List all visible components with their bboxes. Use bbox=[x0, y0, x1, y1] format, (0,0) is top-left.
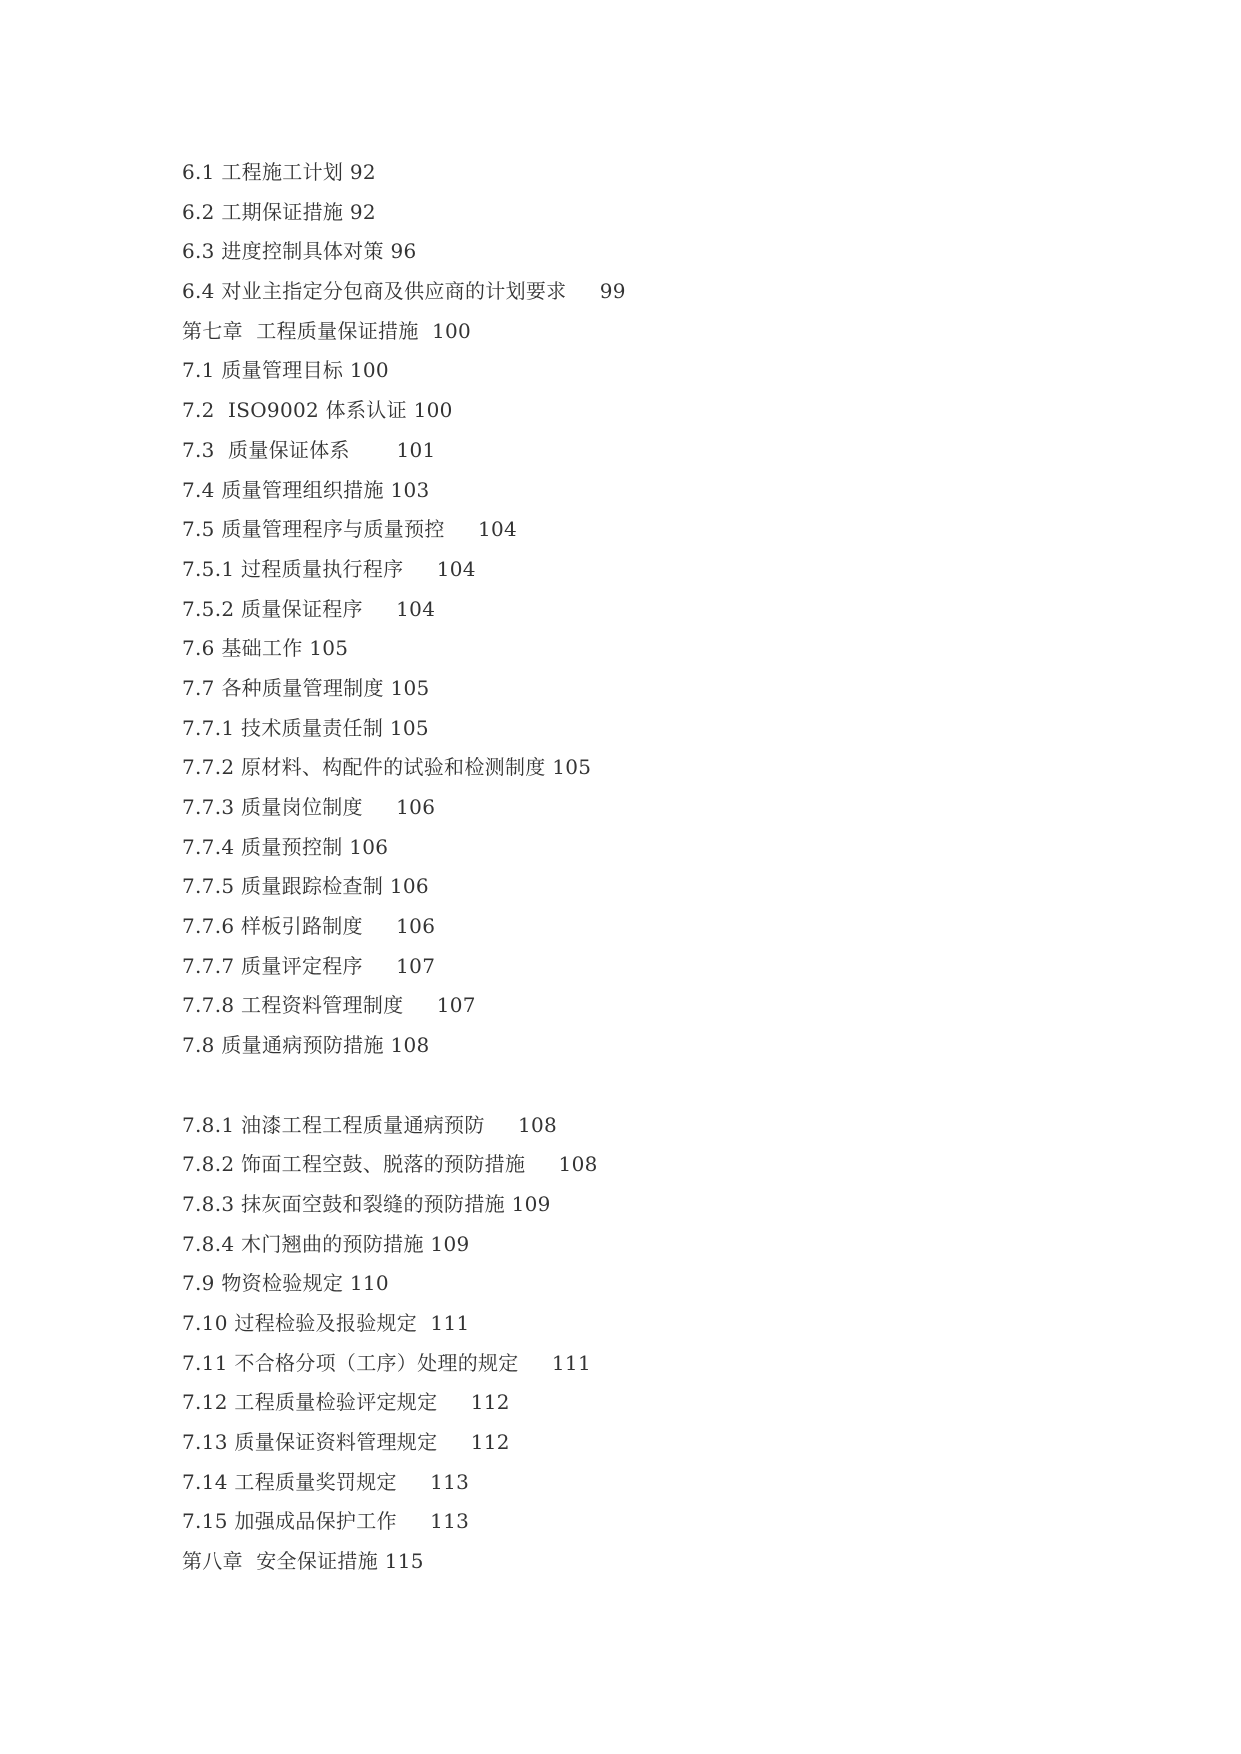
toc-entry-title: 7.13 质量保证资料管理规定 bbox=[182, 1430, 438, 1454]
toc-entry-page-number: 113 bbox=[430, 1469, 470, 1494]
toc-entry bbox=[182, 392, 1082, 432]
toc-entry-title: 6.4 对业主指定分包商及供应商的计划要求 bbox=[182, 279, 567, 304]
toc-entry-spacer bbox=[343, 160, 350, 184]
toc-entry-page-number: 108 bbox=[558, 1152, 598, 1177]
toc-entry-spacer bbox=[407, 398, 414, 422]
toc-entry bbox=[182, 1503, 1082, 1543]
toc-entry-page-number: 100 bbox=[413, 398, 453, 423]
toc-entry bbox=[182, 1543, 1082, 1583]
toc-entry-title: 7.8.2 饰面工程空鼓、脱落的预防措施 bbox=[182, 1152, 526, 1177]
toc-entry-title: 7.5 质量管理程序与质量预控 bbox=[182, 517, 445, 542]
toc-entry-spacer bbox=[343, 200, 350, 224]
toc-entry-page-number: 99 bbox=[599, 279, 626, 304]
toc-entry bbox=[182, 868, 1082, 908]
toc-entry-page-number: 92 bbox=[349, 199, 376, 224]
toc-entry-page-number: 104 bbox=[396, 596, 436, 621]
toc-entry-spacer bbox=[343, 1271, 350, 1295]
toc-entry-title: 7.7.2 原材料、构配件的试验和检测制度 bbox=[182, 755, 546, 780]
toc-entry-spacer bbox=[378, 1549, 385, 1573]
toc-entry bbox=[182, 1226, 1082, 1266]
toc-entry-page-number: 106 bbox=[389, 874, 429, 899]
toc-entry-page-number: 107 bbox=[436, 993, 476, 1018]
toc-entry bbox=[182, 908, 1082, 948]
toc-entry bbox=[182, 1146, 1082, 1186]
toc-entry-title: 7.2 ISO9002 体系认证 bbox=[182, 398, 407, 423]
toc-entry-page-number: 104 bbox=[436, 556, 476, 581]
toc-entry-spacer bbox=[383, 716, 390, 740]
toc-entry bbox=[182, 313, 1082, 353]
toc-entry-page-number: 109 bbox=[430, 1231, 470, 1256]
toc-entry bbox=[182, 829, 1082, 869]
toc-entry-title: 7.7.8 工程资料管理制度 bbox=[182, 993, 404, 1018]
toc-entry-spacer bbox=[445, 517, 478, 541]
toc-entry bbox=[182, 511, 1082, 551]
toc-entry-page-number: 106 bbox=[396, 914, 436, 939]
toc-entry-title: 第七章 工程质量保证措施 bbox=[182, 318, 419, 343]
toc-entry-page-number: 106 bbox=[396, 795, 436, 819]
toc-entry-page-number: 113 bbox=[430, 1509, 470, 1534]
toc-entry-page-number: 107 bbox=[396, 953, 436, 978]
toc-entry bbox=[182, 551, 1082, 591]
toc-entry-title: 7.7.5 质量跟踪检查制 bbox=[182, 874, 384, 899]
toc-entry-title: 7.9 物资检验规定 bbox=[182, 1271, 344, 1296]
toc-entry-title: 7.14 工程质量奖罚规定 bbox=[182, 1469, 397, 1494]
toc-entry-spacer bbox=[525, 1152, 558, 1176]
toc-entry bbox=[182, 1265, 1082, 1305]
toc-entry bbox=[182, 1384, 1082, 1424]
toc-entry-page-number: 96 bbox=[390, 239, 417, 264]
toc-entry-title: 6.1 工程施工计划 bbox=[182, 160, 344, 184]
toc-entry-page-number: 115 bbox=[384, 1549, 424, 1574]
toc-entry-title: 7.8.3 抹灰面空鼓和裂缝的预防措施 bbox=[182, 1191, 505, 1216]
toc-entry-title: 6.2 工期保证措施 bbox=[182, 199, 344, 224]
toc-entry-title: 7.7.3 质量岗位制度 bbox=[182, 795, 363, 819]
toc-entry-spacer bbox=[505, 1192, 512, 1216]
toc-entry bbox=[182, 1345, 1082, 1385]
toc-entry-page-number: 111 bbox=[551, 1350, 591, 1375]
toc-entry-title: 7.15 加强成品保护工作 bbox=[182, 1509, 397, 1534]
toc-entry-spacer bbox=[397, 1470, 430, 1494]
toc-entry bbox=[182, 749, 1082, 789]
toc-entry bbox=[182, 472, 1082, 512]
toc-entry-page-number: 105 bbox=[309, 636, 349, 661]
toc-entry-spacer bbox=[363, 597, 396, 621]
toc-entry bbox=[182, 1424, 1082, 1464]
toc-entry-spacer bbox=[437, 1430, 470, 1454]
toc-entry-page-number: 105 bbox=[389, 715, 429, 740]
toc-entry-page-number: 108 bbox=[517, 1112, 558, 1137]
toc-entry-spacer bbox=[417, 1311, 430, 1335]
toc-entry bbox=[182, 154, 1082, 194]
toc-entry-title: 7.4 质量管理组织措施 bbox=[182, 477, 384, 502]
toc-entry-spacer bbox=[419, 319, 432, 343]
toc-entry bbox=[182, 1027, 1082, 1067]
toc-entry-title: 7.7.1 技术质量责任制 bbox=[182, 715, 384, 740]
toc-entry-title: 7.3 质量保证体系 bbox=[182, 437, 350, 462]
toc-entry-title: 7.8 质量通病预防措施 bbox=[182, 1033, 384, 1058]
toc-entry-page-number: 100 bbox=[431, 318, 472, 343]
toc-entry-spacer bbox=[383, 874, 390, 898]
toc-entry-spacer bbox=[403, 993, 436, 1017]
toc-entry-spacer bbox=[485, 1113, 518, 1137]
toc-entry bbox=[182, 1186, 1082, 1226]
toc-entry-spacer bbox=[343, 358, 350, 382]
toc-entry-page-number: 106 bbox=[349, 834, 389, 859]
toc-entry-page-number: 111 bbox=[430, 1310, 470, 1335]
toc-entry bbox=[182, 273, 1082, 313]
toc-entry-page-number: 105 bbox=[390, 675, 430, 700]
toc-entry-spacer bbox=[363, 954, 396, 978]
toc-entry bbox=[182, 670, 1082, 710]
toc-entry-title: 7.7 各种质量管理制度 bbox=[182, 675, 384, 700]
toc-entry bbox=[182, 710, 1082, 750]
toc-entry-title: 7.8.4 木门翘曲的预防措施 bbox=[182, 1231, 424, 1256]
toc-entry-spacer bbox=[350, 438, 397, 462]
toc-entry bbox=[182, 987, 1082, 1027]
toc-entry-page-number: 112 bbox=[470, 1430, 510, 1454]
toc-entry-page-number: 109 bbox=[511, 1191, 551, 1216]
toc-entry-page-number: 105 bbox=[552, 755, 592, 780]
toc-entry-title: 第八章 安全保证措施 bbox=[182, 1549, 379, 1574]
toc-entry-title: 7.1 质量管理目标 bbox=[182, 358, 344, 383]
toc-entry-title: 7.10 过程检验及报验规定 bbox=[182, 1310, 418, 1335]
toc-entry bbox=[182, 948, 1082, 988]
toc-entry bbox=[182, 352, 1082, 392]
toc-entry-page-number: 101 bbox=[396, 437, 436, 462]
toc-entry-spacer bbox=[519, 1351, 552, 1375]
toc-entry-title: 7.5.2 质量保证程序 bbox=[182, 596, 363, 621]
toc-entry bbox=[182, 1107, 1082, 1147]
toc-entry-spacer bbox=[403, 557, 436, 581]
toc-entry-title: 7.12 工程质量检验评定规定 bbox=[182, 1390, 438, 1415]
toc-entry bbox=[182, 591, 1082, 631]
toc-entry bbox=[182, 630, 1082, 670]
toc-entry-page-number: 103 bbox=[390, 477, 430, 502]
toc-entry bbox=[182, 233, 1082, 273]
toc-entry-spacer bbox=[397, 1509, 430, 1533]
toc-entry-title: 7.7.4 质量预控制 bbox=[182, 834, 343, 859]
toc-entry-title: 7.5.1 过程质量执行程序 bbox=[182, 556, 404, 581]
table-of-contents bbox=[182, 154, 1082, 1583]
toc-entry-page-number: 104 bbox=[477, 517, 518, 542]
toc-entry-page-number: 112 bbox=[470, 1390, 510, 1415]
toc-entry-title: 7.6 基础工作 bbox=[182, 636, 303, 661]
toc-entry-spacer bbox=[566, 279, 599, 303]
toc-entry-page-number: 108 bbox=[390, 1033, 430, 1058]
toc-entry bbox=[182, 432, 1082, 472]
toc-entry bbox=[182, 194, 1082, 234]
toc-entry-title: 7.7.7 质量评定程序 bbox=[182, 953, 363, 978]
toc-entry-page-number: 100 bbox=[349, 358, 389, 383]
toc-entry-page-number: 110 bbox=[349, 1271, 389, 1296]
toc-entry-title: 7.7.6 样板引路制度 bbox=[182, 914, 363, 939]
toc-entry-title: 7.11 不合格分项（工序）处理的规定 bbox=[182, 1350, 519, 1375]
toc-entry bbox=[182, 789, 1082, 829]
toc-entry bbox=[182, 1464, 1082, 1504]
toc-entry-page-number: 92 bbox=[349, 160, 376, 184]
toc-entry-spacer bbox=[363, 914, 396, 938]
toc-entry-title: 6.3 进度控制具体对策 bbox=[182, 239, 384, 264]
toc-entry-spacer bbox=[363, 795, 396, 819]
toc-entry bbox=[182, 1305, 1082, 1345]
toc-entry-spacer bbox=[437, 1390, 470, 1414]
toc-entry-title: 7.8.1 油漆工程工程质量通病预防 bbox=[182, 1112, 485, 1137]
